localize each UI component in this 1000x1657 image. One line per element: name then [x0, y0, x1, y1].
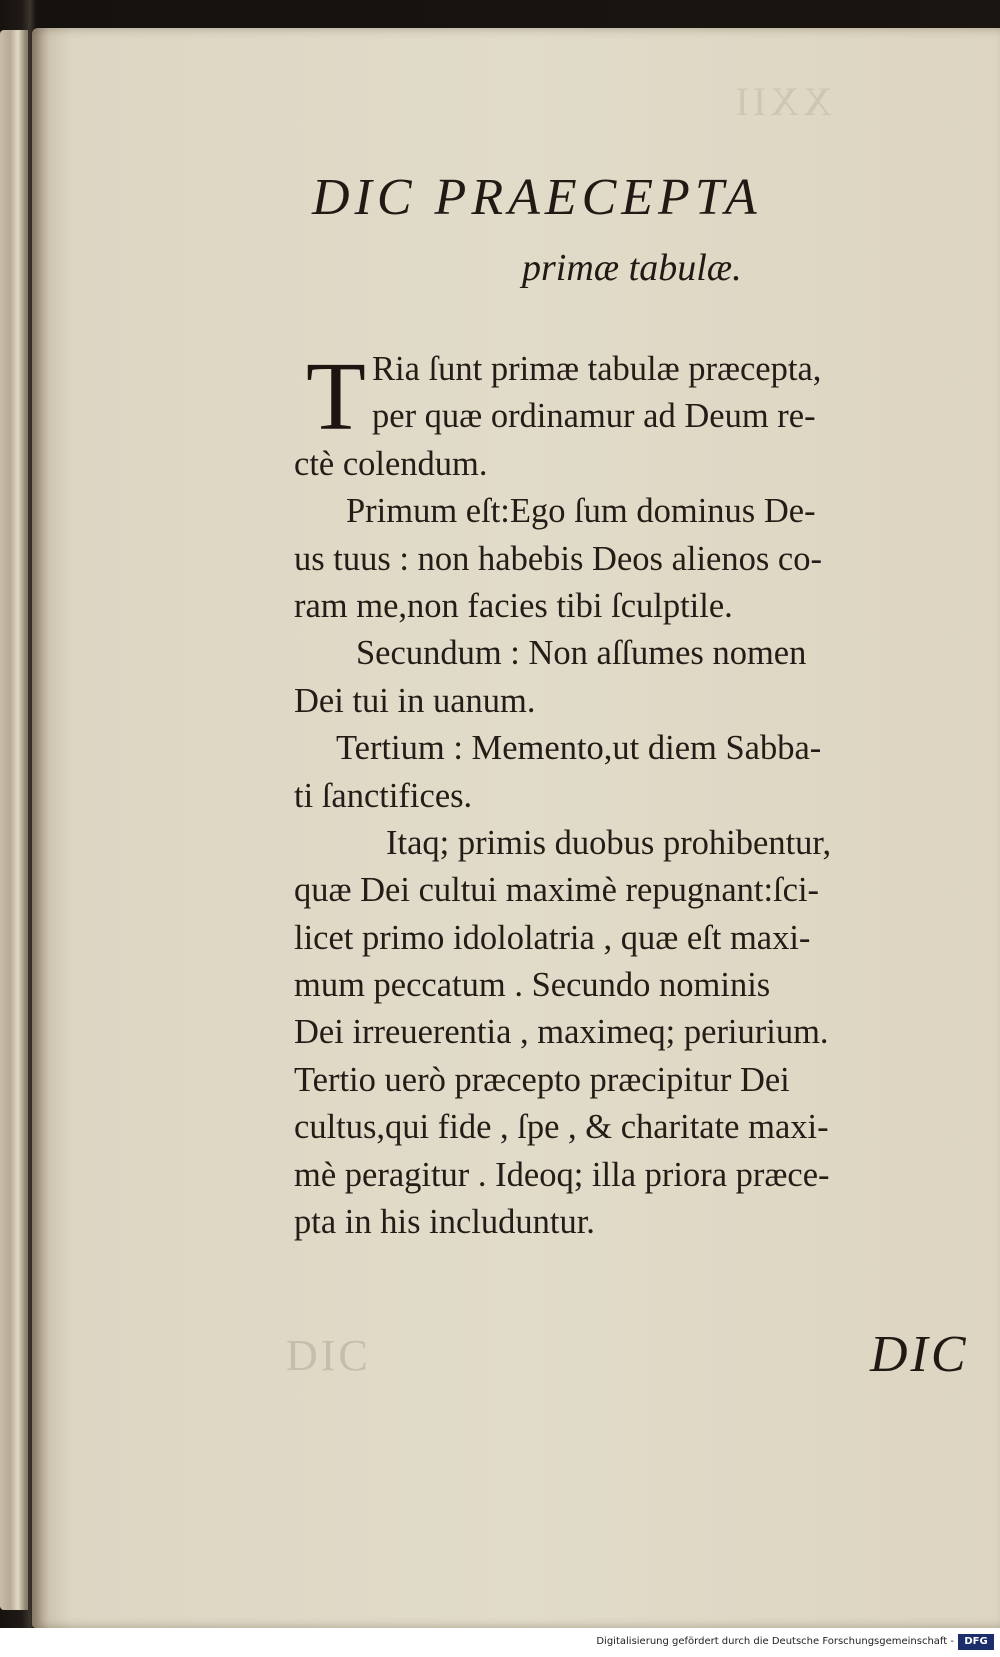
text-line: mum peccatum . Secundo nominis [294, 966, 771, 1005]
funding-credit: Digitalisierung gefördert durch die Deutsche Forschungsgemeinschaft - [596, 1636, 954, 1647]
text-line: ram me,non facies tibi ſculptile. [294, 586, 733, 625]
text-line: Dei irreuerentia , maximeq; periurium. [294, 1013, 829, 1052]
text-line: quæ Dei cultui maximè repugnant:ſci- [294, 871, 820, 910]
text-line: Ria ſunt primæ tabulæ præcepta, [372, 350, 822, 388]
book-page [32, 28, 1000, 1628]
dfg-logo: DFG [958, 1634, 994, 1650]
text-line: Dei tui in uanum. [294, 681, 536, 720]
drop-cap: T [306, 343, 366, 451]
text-line: cultus,qui fide , ſpe , & charitate maxi- [294, 1108, 829, 1147]
text-line: mè peragitur . Ideoq; illa priora præce- [294, 1155, 830, 1194]
footer-bar [0, 1628, 1000, 1657]
text-line: ctè colendum. [294, 444, 488, 483]
body-text [294, 343, 1000, 1246]
text-line: ti ſanctifices. [294, 776, 473, 815]
text-line: Tertium : Memento,ut diem Sabba- [336, 729, 822, 768]
page-edge [0, 30, 28, 1610]
show-through-catchword: DIC [286, 1331, 371, 1380]
text-line: licet primo idololatria , quæ eſt maxi- [294, 918, 811, 957]
text-line: pta in his includuntur. [294, 1203, 595, 1242]
catchword: DIC [870, 1326, 969, 1383]
text-line: us tuus : non habebis Deos alienos co- [294, 539, 822, 578]
text-line: Secundum : Non aſſumes nomen [356, 634, 807, 673]
page-title: DIC PRAECEPTA [312, 169, 762, 226]
text-line: Tertio uerò præcepto præcipitur Dei [294, 1060, 790, 1099]
text-line: per quæ ordinamur ad Deum re- [372, 397, 816, 436]
page-subtitle: primæ tabulæ. [522, 247, 742, 289]
text-line: Itaq; primis duobus prohibentur, [386, 823, 832, 862]
text-line: Primum eſt:Ego ſum dominus De- [346, 492, 816, 531]
show-through-texture: XXII [731, 79, 832, 124]
